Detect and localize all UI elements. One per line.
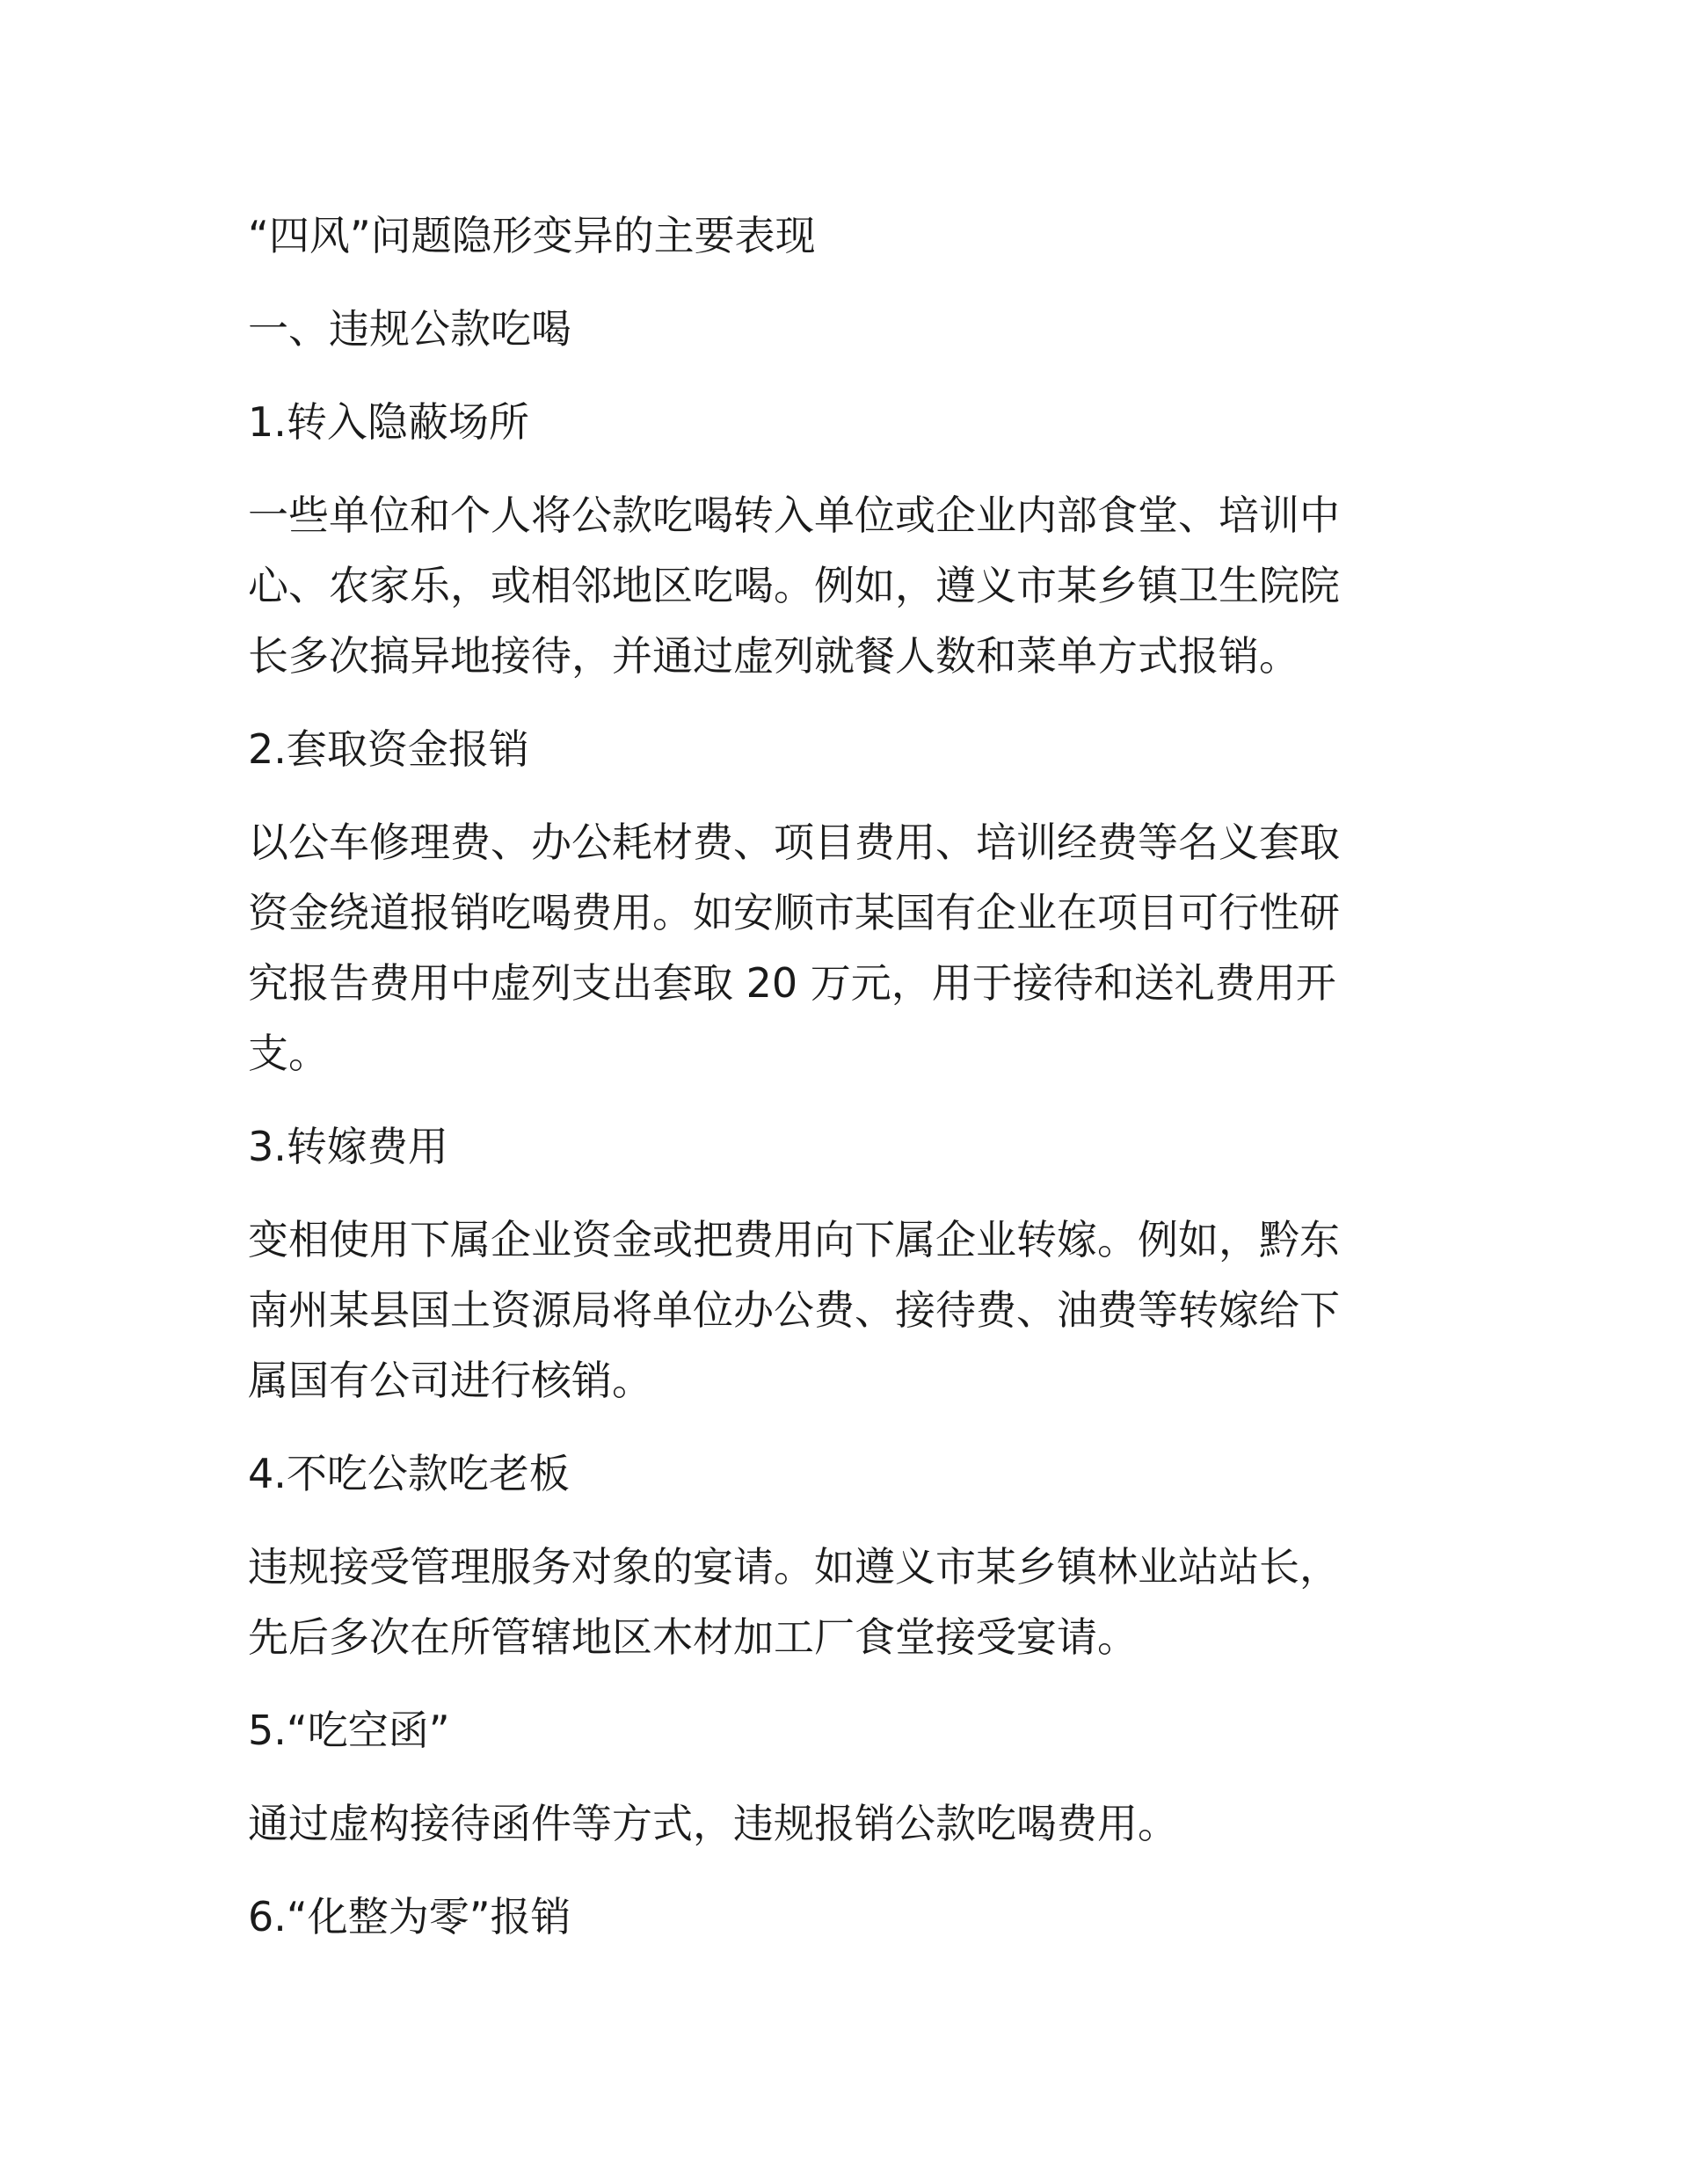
- paragraph-line: 心、农家乐，或相邻地区吃喝。例如，遵义市某乡镇卫生院院: [248, 562, 1340, 609]
- item-heading: 1.转入隐蔽场所: [248, 398, 529, 446]
- section-heading: 一、违规公款吃喝: [248, 305, 571, 353]
- paragraph-line: 究报告费用中虚列支出套取 20 万元，用于接待和送礼费用开: [248, 959, 1336, 1007]
- item-paragraph: [248, 1205, 1444, 1416]
- paragraph-line: 南州某县国土资源局将单位办公费、接待费、油费等转嫁给下: [248, 1286, 1340, 1334]
- item-heading: 5.“吃空函”: [248, 1707, 450, 1754]
- item-paragraph: [248, 1532, 1444, 1672]
- paragraph-line: 属国有公司进行核销。: [248, 1357, 652, 1404]
- paragraph-line: 一些单位和个人将公款吃喝转入单位或企业内部食堂、培训中: [248, 491, 1340, 539]
- paragraph-line: 先后多次在所管辖地区木材加工厂食堂接受宴请。: [248, 1613, 1138, 1661]
- item-paragraph: [248, 1788, 1444, 1859]
- paragraph-line: 变相使用下属企业资金或把费用向下属企业转嫁。例如，黔东: [248, 1216, 1340, 1263]
- item-heading: 3.转嫁费用: [248, 1123, 448, 1170]
- document-page: [248, 200, 1444, 1975]
- paragraph-line: 违规接受管理服务对象的宴请。如遵义市某乡镇林业站站长，: [248, 1543, 1340, 1591]
- item-paragraph: [248, 807, 1444, 1088]
- paragraph-line: 长多次搞异地接待，并通过虚列就餐人数和菜单方式报销。: [248, 632, 1299, 680]
- paragraph-line: 支。: [248, 1030, 329, 1077]
- item-heading: 4.不吃公款吃老板: [248, 1450, 570, 1497]
- item-heading: 6.“化整为零”报销: [248, 1893, 571, 1940]
- paragraph-line: 以公车修理费、办公耗材费、项目费用、培训经费等名义套取: [248, 819, 1340, 866]
- paragraph-line: 资金绕道报销吃喝费用。如安顺市某国有企业在项目可行性研: [248, 889, 1340, 936]
- item-heading: 2.套取资金报销: [248, 725, 529, 773]
- document-title: “四风”问题隐形变异的主要表现: [248, 212, 816, 259]
- item-paragraph: [248, 480, 1444, 691]
- paragraph-line: 通过虚构接待函件等方式，违规报销公款吃喝费用。: [248, 1800, 1178, 1847]
